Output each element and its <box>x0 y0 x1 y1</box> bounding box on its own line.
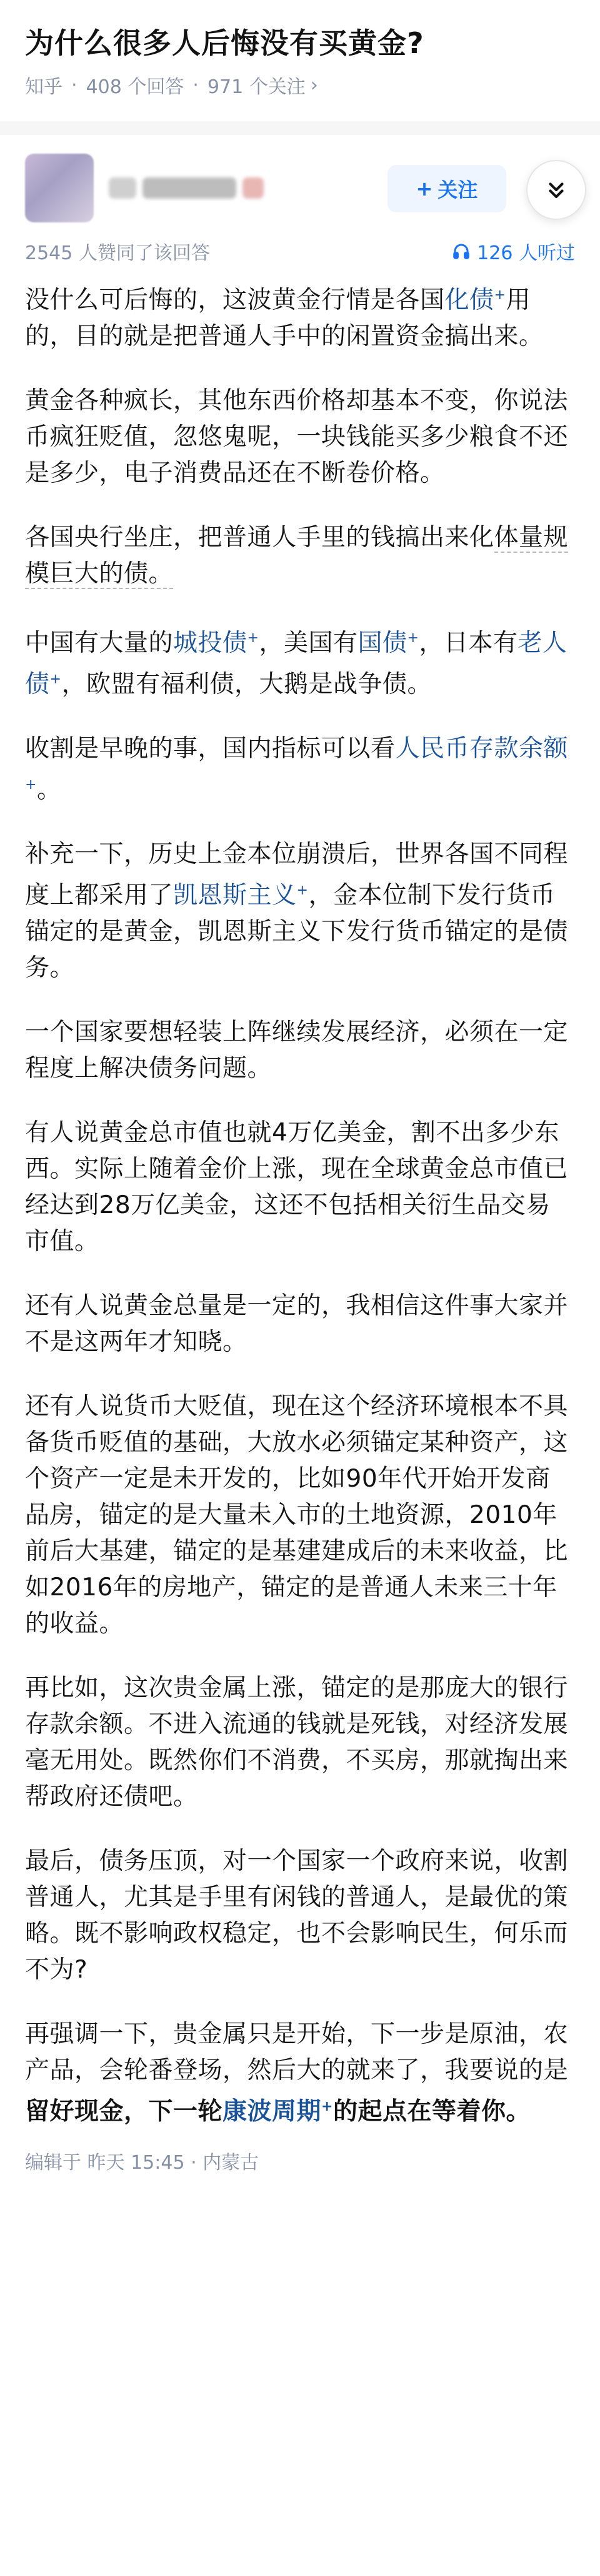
paragraph-4: 中国有大量的城投债+，美国有国债+，日本有老人债+，欧盟有福利债，大鹅是战争债。 <box>25 629 568 698</box>
question-title[interactable]: 为什么很多人后悔没有买黄金? <box>25 26 424 60</box>
paragraph-3: 各国央行坐庄，把普通人手里的钱搞出来化体量规模巨大的债。 <box>25 523 569 588</box>
link-guozhai[interactable]: 国债+ <box>358 629 419 657</box>
listen-count[interactable]: 126 人听过 <box>452 237 575 265</box>
link-laorenzhai[interactable]: 老人债+ <box>25 629 568 698</box>
agree-count: 2545 人赞同了该回答 <box>25 242 210 264</box>
bold-text: 留好现金，下一轮 <box>25 2098 223 2126</box>
avatar[interactable] <box>25 154 94 222</box>
source-label: 知乎 <box>25 76 62 98</box>
stats-row <box>0 222 600 265</box>
link-rmb-deposit[interactable]: 人民币存款余额+ <box>25 735 569 793</box>
paragraph-11: 再比如，这次贵金属上涨，锚定的是那庞大的银行存款余额。不进入流通的钱就是死钱，对经济发展毫无用处。既然你们不消费，不买房，那就掏出来帮政府还债吧。 <box>25 1674 569 1811</box>
paragraph-2: 黄金各种疯长，其他东西价格却基本不变，你说法币疯狂贬值，忽悠鬼呢，一块钱能买多少粮食不还是多少，电子消费品还在不断卷价格。 <box>25 387 569 487</box>
follow-button[interactable] <box>388 165 506 212</box>
answer-count[interactable]: 408 个回答 <box>86 76 184 98</box>
follower-count[interactable]: 971 个关注 <box>207 76 306 98</box>
link-chengtouzhai[interactable]: 城投债+ <box>173 629 259 657</box>
paragraph-7: 一个国家要想轻装上阵继续发展经济，必须在一定程度上解决债务问题。 <box>25 1018 569 1082</box>
paragraph-6: 补充一下，历史上金本位崩溃后，世界各国不同程度上都采用了凯恩斯主义+，金本位制下发行货币锚定的是黄金，凯恩斯主义下发行货币锚定的是债务。 <box>25 840 569 982</box>
author-name-blurred[interactable] <box>109 177 264 199</box>
paragraph-13: 再强调一下，贵金属只是开始，下一步是原油，农产品，会轮番登场，然后大的就来了，我要说的是留好现金，下一轮康波周期+的起点在等着你。 <box>25 2020 569 2126</box>
plus-icon: + <box>416 177 433 201</box>
edit-timestamp: 编辑于 昨天 15:45 · 内蒙古 <box>25 2152 259 2174</box>
link-kangbo-cycle[interactable]: 康波周期+ <box>222 2098 333 2126</box>
paragraph-8: 有人说黄金总市值也就4万亿美金，割不出多少东西。实际上随着金价上涨，现在全球黄金总市值已经达到28万亿美金，这还不包括相关衍生品交易市值。 <box>25 1119 569 1256</box>
answer-content <box>0 265 600 2130</box>
paragraph-10: 还有人说货币大贬值，现在这个经济环境根本不具备货币贬值的基础，大放水必须锚定某种资产，这个资产一定是未开发的，比如90年代开始开发商品房，锚定的是大量未入市的土地资源，2010年前后大基建，锚定的是基建建成后的未来收益，比如2016年的房地产，锚定的是普通人未来三十年的收益。 <box>25 1392 569 1638</box>
paragraph-1: 没什么可后悔的，这波黄金行情是各国化债+用的，目的就是把普通人手中的闲置资金搞出来。 <box>25 286 544 350</box>
follow-label: 关注 <box>438 178 478 202</box>
chevron-right-icon[interactable]: › <box>310 74 318 96</box>
author-row <box>0 135 600 222</box>
question-meta: 知乎 · 408 个回答 · 971 个关注 › <box>25 71 575 99</box>
underlined-text: 体量规模巨大的债。 <box>25 523 569 588</box>
paragraph-5: 收割是早晚的事，国内指标可以看人民币存款余额+。 <box>25 735 569 804</box>
section-divider <box>0 121 600 135</box>
paragraph-9: 还有人说黄金总量是一定的，我相信这件事大家并不是这两年才知晓。 <box>25 1292 569 1356</box>
headphone-icon <box>452 242 471 260</box>
chevron-double-down-icon[interactable] <box>526 160 586 220</box>
paragraph-12: 最后，债务压顶，对一个国家一个政府来说，收割普通人，尤其是手里有闲钱的普通人，是最优的策略。既不影响政权稳定，也不会影响民生，何乐而不为? <box>25 1847 569 1984</box>
question-header <box>0 0 600 121</box>
link-huazhai[interactable]: 化债+ <box>444 286 506 314</box>
link-keynesianism[interactable]: 凯恩斯主义+ <box>173 881 309 909</box>
